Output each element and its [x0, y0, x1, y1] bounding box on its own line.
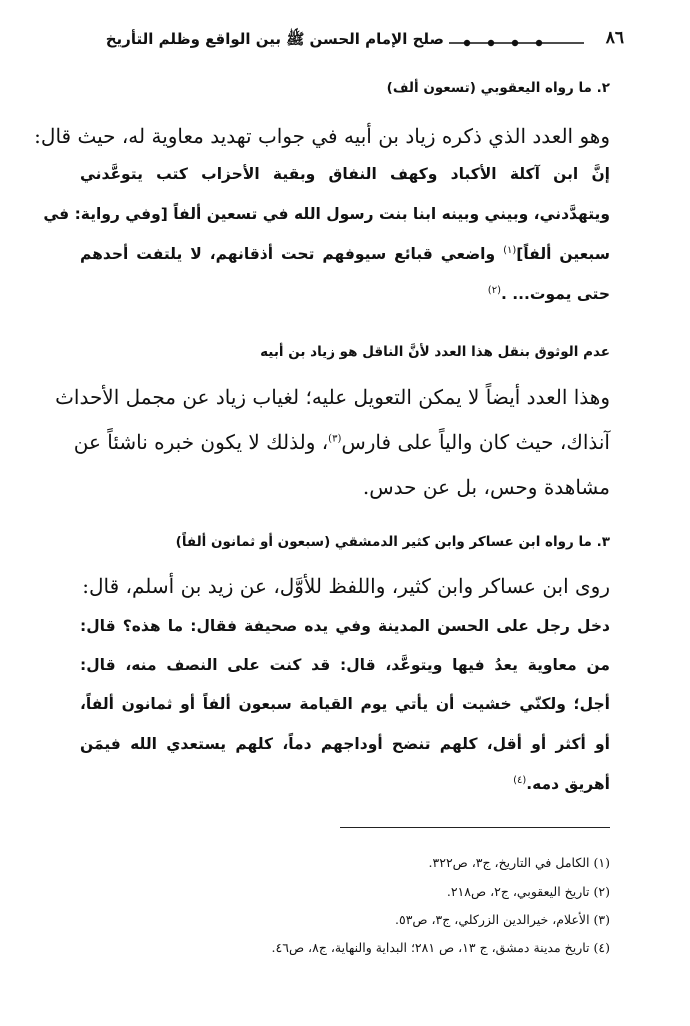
footnote-ref: (٣): [328, 433, 342, 445]
quote-line: من معاوية يعدُ فيها ويتوعَّد، قال: قد كنت على النصف منه، قال:: [80, 656, 610, 674]
footnote-ref: (٢): [487, 285, 501, 296]
quote-line: دخل رجل على الحسن المدينة وفي يده صحيفة فقال: ما هذه؟ قال:: [80, 617, 610, 635]
quote-segment: حتى يموت... .: [500, 285, 610, 304]
footnote: (٢) تاريخ اليعقوبي، ج٢، ص٢١٨.: [446, 884, 610, 899]
footnote: (٤) تاريخ مدينة دمشق، ج ١٣، ص ٢٨١؛ البداية والنهاية، ج٨، ص٤٦.: [271, 940, 610, 955]
text-segment: آنذاك، حيث كان والياً على فارس: [341, 430, 610, 454]
footnote: (١) الكامل في التاريخ، ج٣، ص٣٢٢.: [428, 855, 610, 870]
quote-line: [80, 285, 610, 303]
footnote-separator: [340, 827, 610, 828]
quote-line: أو أكثر أو أقل، كلهم تنضح أوداجهم دماً، كلهم يستعدي الله فيمَن: [80, 735, 610, 753]
paragraph-line: مشاهدة وحس، بل عن حدس.: [362, 475, 610, 499]
page-number: ٨٦: [605, 28, 624, 48]
footnote-ref: (٤): [513, 775, 527, 786]
paragraph-line: [73, 430, 610, 454]
text-segment: ، ولذلك لا يكون خبره ناشئاً عن: [73, 430, 329, 454]
quote-line: [80, 775, 610, 793]
paragraph-line: وهو العدد الذي ذكره زياد بن أبيه في جواب تهديد معاوية له، حيث قال:: [34, 124, 610, 148]
quote-line: أجل؛ ولكنّي خشيت أن يأتي يوم القيامة سبعون ألفاً أو ثمانون ألفاً،: [80, 695, 610, 713]
footnote: (٣) الأعلام، خيرالدين الزركلي، ج٣، ص٥٣.: [395, 912, 610, 927]
paragraph-line: وهذا العدد أيضاً لا يمكن التعويل عليه؛ لغياب زياد عن مجمل الأحداث: [55, 385, 610, 409]
running-header: [70, 28, 624, 58]
running-title: صلح الإمام الحسن ﷺ بين الواقع وظلم التأريخ: [105, 30, 444, 48]
quote-line: إنَّ ابن آكلة الأكباد وكهف النفاق وبقية الأحزاب كتب يتوعَّدني: [80, 165, 610, 183]
section-heading-ibn-asakir: ٣. ما رواه ابن عساكر وابن كثير الدمشقي (سبعون أو ثمانون ألفاً): [175, 534, 610, 550]
header-ornament: [449, 28, 584, 58]
quote-line: ويتهدَّدني، وبيني وبينه ابنا بنت رسول الله في تسعين ألفاً [وفي رواية: في: [43, 205, 610, 223]
quote-segment: واضعي قبائع سيوفهم تحت أذقانهم، لا يلتفت أحدهم: [80, 245, 496, 264]
quote-line: [80, 245, 610, 263]
quote-segment: سبعين ألفاً]: [516, 245, 610, 264]
footnote-ref: (١): [503, 245, 517, 256]
paragraph-line: روى ابن عساكر وابن كثير، واللفظ للأوَّل، عن زيد بن أسلم، قال:: [82, 574, 610, 598]
section-heading-yaqubi: ٢. ما رواه اليعقوبي (تسعون ألف): [386, 80, 610, 96]
quote-segment: أهريق دمه.: [526, 775, 610, 794]
section-heading-doubt: عدم الوثوق بنقل هذا العدد لأنَّ الناقل هو زياد بن أبيه: [260, 344, 610, 360]
